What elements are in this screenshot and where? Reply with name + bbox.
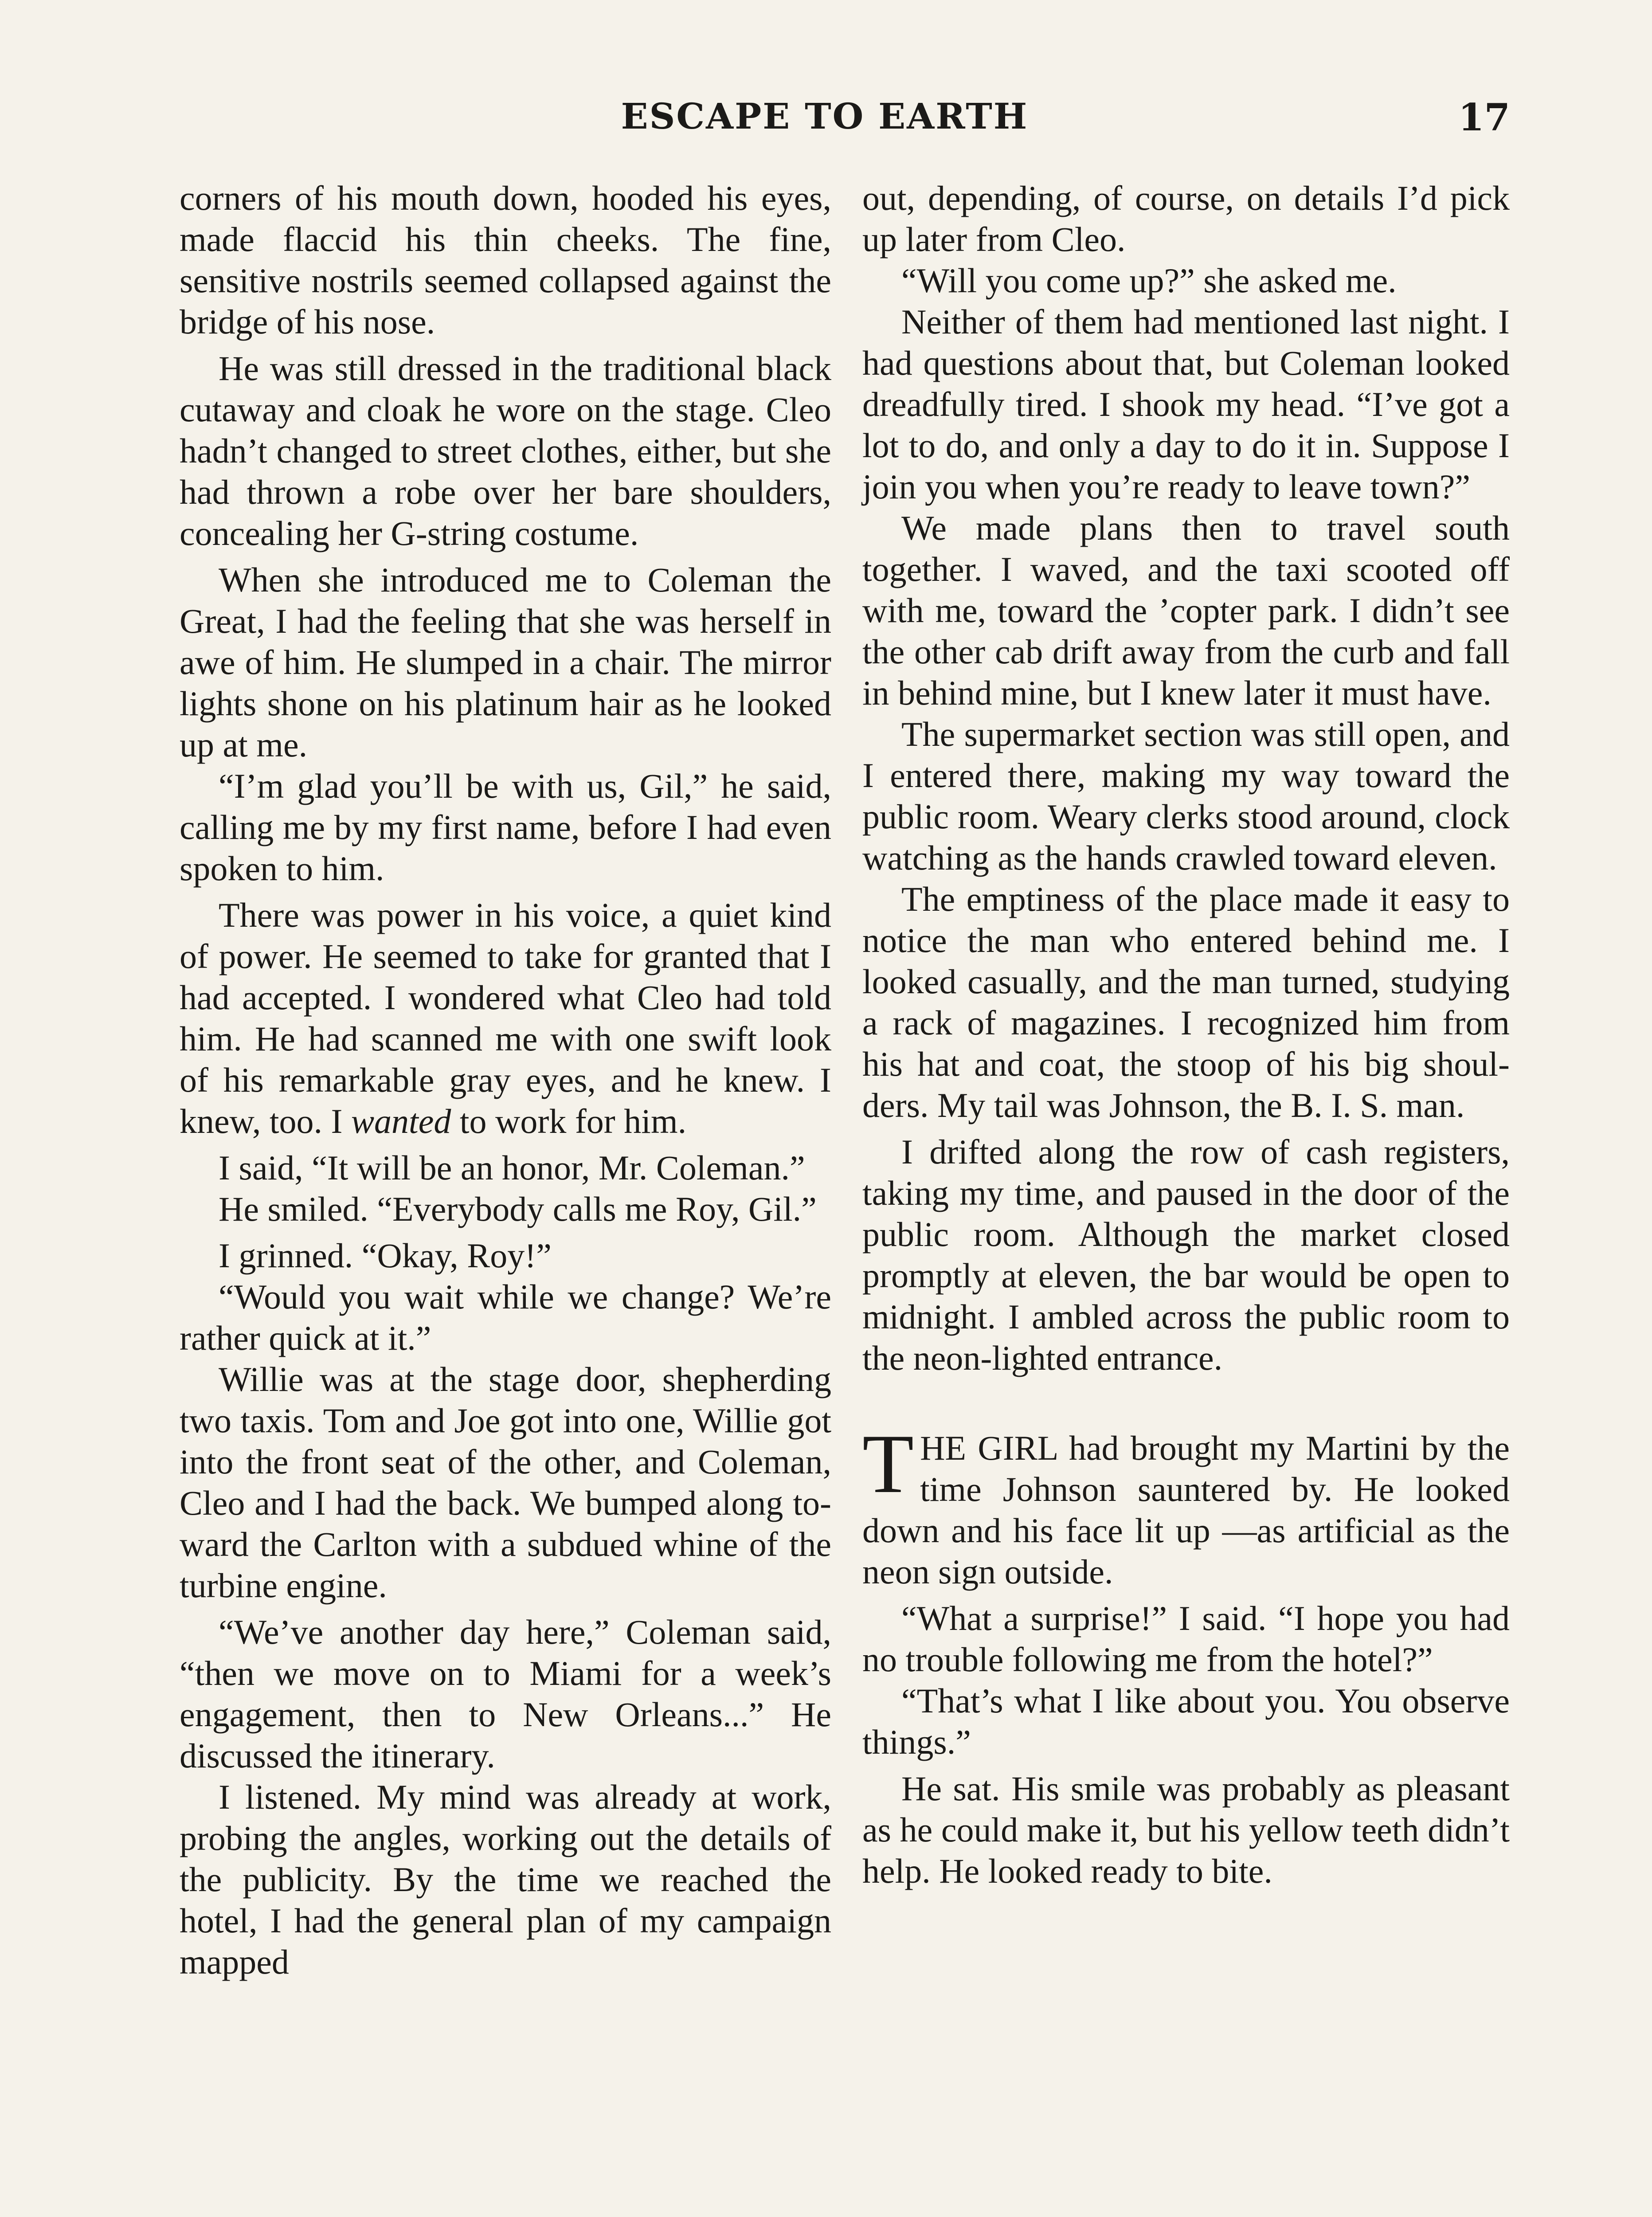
page-number: 17 <box>1458 95 1510 139</box>
paragraph: He smiled. “Everybody calls me Roy, Gil.” <box>219 1190 817 1228</box>
paragraph-text: to work for him. <box>451 1102 687 1140</box>
section-start-paragraph <box>862 1418 1510 1592</box>
left-text-column <box>180 177 831 1982</box>
paragraph: “What a surprise!” I said. “I hope you had no trouble following me from the hotel?” <box>862 1599 1510 1679</box>
paragraph: Neither of them had mentioned last night. I had questions about that, but Coleman looked dreadfully tired. I shook my head. “I’ve got a lot to do, and only a day to do it in. Suppose I join you when you’re ready to leave town?” <box>862 302 1510 506</box>
paragraph: “Would you wait while we change? We’re rather quick at it.” <box>180 1277 831 1357</box>
paragraph: I drifted along the row of cash registers, taking my time, and paused in the door of the public room. Although the market closed promptly at eleven, the bar would be open to midnight. I ambled across the public room to the neon-lighted entrance. <box>862 1132 1510 1377</box>
running-head <box>0 95 1652 149</box>
paragraph: corners of his mouth down, hooded his eyes, made flaccid his thin cheeks. The fine, sensitive nostrils seemed collapsed against the bridge of his nose. <box>180 179 831 341</box>
drop-cap: T <box>862 1418 914 1511</box>
paragraph: When she introduced me to Coleman the Great, I had the feeling that she was herself in awe of him. He slumped in a chair. The mirror lights shone on his platinum hair as he looked up at me. <box>180 560 831 764</box>
paragraph <box>180 894 831 1142</box>
paragraph: I grinned. “Okay, Roy!” <box>219 1236 552 1275</box>
emphasized-word: wanted <box>351 1102 451 1140</box>
paragraph: “I’m glad you’ll be with us, Gil,” he said, calling me by my first name, before I had even spoken to him. <box>180 767 831 888</box>
paragraph: He was still dressed in the traditional black cutaway and cloak he wore on the stage. Cleo hadn’t changed to street clothes, either, but she had thrown a robe over her bare shoulders, concealing her G-string costume. <box>180 349 831 552</box>
paragraph-text: HE GIRL had brought my Martini by the time Johnson sauntered by. He looked down and his face lit up —as artificial as the neon sign outside. <box>862 1429 1510 1591</box>
paragraph: out, depending, of course, on details I’d pick up later from Cleo. <box>862 179 1510 259</box>
paragraph: He sat. His smile was probably as pleasant as he could make it, but his yellow teeth didn’t help. He looked ready to bite. <box>862 1769 1510 1890</box>
paragraph: “That’s what I like about you. You observe things.” <box>862 1681 1510 1761</box>
right-text-column <box>862 177 1510 1892</box>
paragraph: We made plans then to travel south together. I waved, and the taxi scooted off with me, toward the ’copter park. I didn’t see the other cab drift away from the curb and fall in behind mine, but I knew later it must have. <box>862 509 1510 712</box>
paragraph: The supermarket section was still open, and I entered there, making my way toward the public room. Weary clerks stood around, clock watching as the hands crawled toward eleven. <box>862 715 1510 877</box>
paragraph: Willie was at the stage door, shepherding two taxis. Tom and Joe got into one, Willie got into the front seat of the other, and Coleman, Cleo and I had the back. We bumped along toward the Carlton with a subdued whine of the turbine engine. <box>180 1360 831 1605</box>
running-title: ESCAPE TO EARTH <box>621 95 1029 137</box>
paragraph: The emptiness of the place made it easy to notice the man who entered behind me. I looked casually, and the man turned, studying a rack of magazines. I recognized him from his hat and coat, the stoop of his big shoulders. My tail was Johnson, the B. I. S. man. <box>862 880 1510 1124</box>
paragraph: I listened. My mind was already at work, probing the angles, working out the details of the publicity. By the time we reached the hotel, I had the general plan of my campaign mapped <box>180 1778 831 1981</box>
paragraph-text: There was power in his voice, a quiet kind of power. He seemed to take for granted that I had accepted. I wondered what Cleo had told him. He had scanned me with one swift look of his remarkable gray eyes, and he knew. I knew, too. I <box>180 896 831 1140</box>
paragraph: I said, “It will be an honor, Mr. Coleman.” <box>219 1148 805 1187</box>
paragraph: “We’ve another day here,” Coleman said, “then we move on to Miami for a week’s engagement, then to New Orleans...” He discussed the itinerary. <box>180 1613 831 1775</box>
paragraph: “Will you come up?” she asked me. <box>901 261 1397 300</box>
